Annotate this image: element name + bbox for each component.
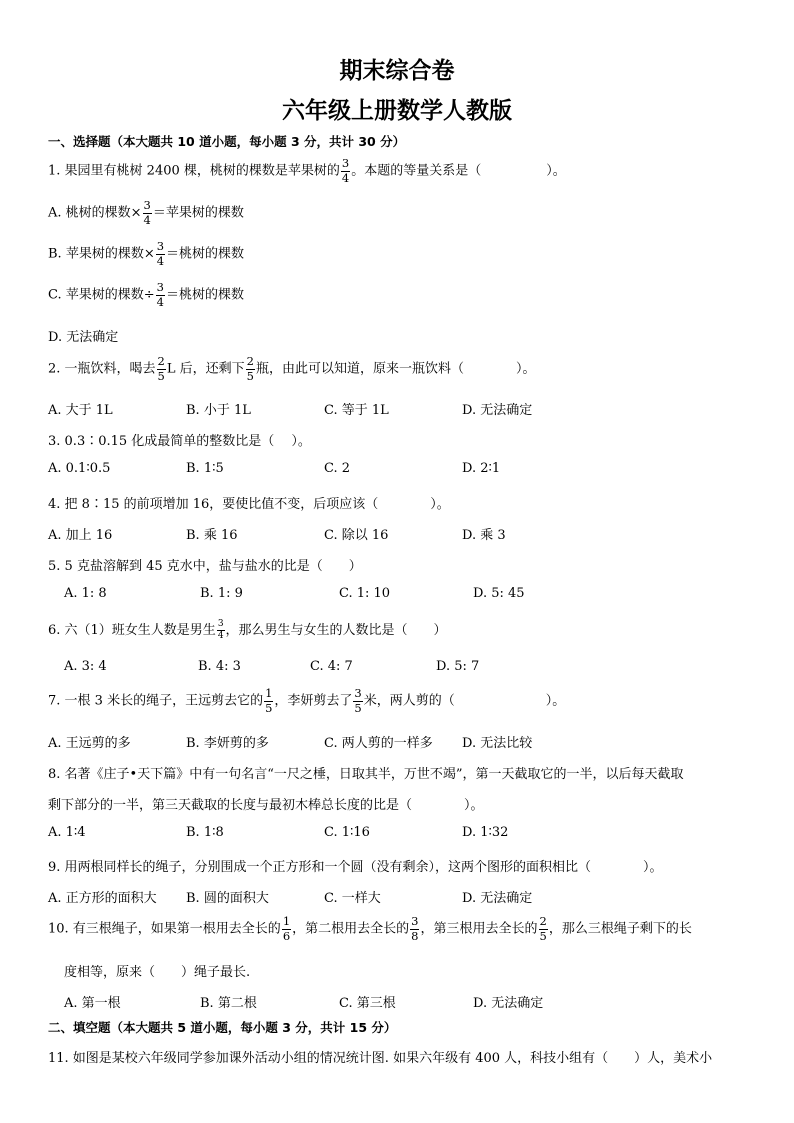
question-10-text: ，第三根用去全长的 <box>420 921 538 937</box>
numerator: 2 <box>539 914 547 928</box>
question-11: 11. 如图是某校六年级同学参加课外活动小组的情况统计图. 如果六年级有 400 人，科技小组有（ ）人，美术小 <box>48 1051 713 1066</box>
question-7-option-d: D. 无法比较 <box>462 736 533 751</box>
denominator: 4 <box>156 294 164 309</box>
question-10-option-d: D. 无法确定 <box>473 996 544 1011</box>
numerator: 2 <box>157 354 165 368</box>
denominator: 5 <box>354 700 362 715</box>
question-2 <box>48 356 535 382</box>
question-7-option-c: C. 两人剪的一样多 <box>324 736 433 751</box>
section-heading-fill-in: 二、填空题（本大题共 5 道小题，每小题 3 分，共计 15 分） <box>48 1020 397 1035</box>
denominator: 4 <box>217 631 224 641</box>
denominator: 4 <box>341 170 350 185</box>
question-7 <box>48 688 565 714</box>
question-1-option-c <box>48 282 244 308</box>
question-8-option-a: A. 1∶4 <box>48 825 86 840</box>
question-10-line-2: 度相等，原来（ ）绳子最长. <box>64 965 251 980</box>
question-10-text: ，第二根用去全长的 <box>292 921 410 937</box>
question-4-option-a: A. 加上 16 <box>48 528 113 543</box>
fraction <box>156 282 165 308</box>
question-9-option-a: A. 正方形的面积大 <box>48 891 157 906</box>
question-10-option-c: C. 第三根 <box>339 996 396 1011</box>
question-2-option-c: C. 等于 1L <box>324 403 389 418</box>
question-1 <box>48 158 566 184</box>
numerator: 3 <box>143 198 151 212</box>
numerator: 2 <box>246 354 254 368</box>
fraction <box>539 916 548 942</box>
denominator: 4 <box>156 253 165 268</box>
question-2-option-b: B. 小于 1L <box>186 403 251 418</box>
question-3-option-d: D. 2∶1 <box>462 461 501 476</box>
option-text: ＝桃树的棵数 <box>166 246 245 262</box>
denominator: 5 <box>265 700 273 715</box>
question-6-tail: ，那么男生与女生的人数比是（ ） <box>225 623 447 638</box>
option-text: B. 苹果树的棵数× <box>48 246 155 262</box>
option-text: A. 桃树的棵数× <box>48 205 142 221</box>
question-8-line-2: 剩下部分的一半，第三天截取的长度与最初木棒总长度的比是（ ）。 <box>48 798 484 813</box>
fraction <box>282 916 291 942</box>
question-5-option-a: A. 1: 8 <box>64 586 107 601</box>
question-6-option-d: D. 5: 7 <box>436 659 480 674</box>
question-3-option-c: C. 2 <box>324 461 351 476</box>
option-text: C. 苹果树的棵数÷ <box>48 287 155 303</box>
numerator: 1 <box>282 914 291 928</box>
question-3: 3. 0.3∶0.15 化成最简单的整数比是（ ）。 <box>48 434 311 449</box>
question-8-option-b: B. 1∶8 <box>186 825 224 840</box>
question-3-option-b: B. 1∶5 <box>186 461 224 476</box>
numerator: 3 <box>411 914 419 928</box>
fraction <box>217 620 225 641</box>
question-6-text: 6. 六（1）班女生人数是男生 <box>48 623 216 638</box>
question-8-line-1: 8. 名著《庄子•天下篇》中有一句名言“一尺之棰，日取其半，万世不竭”，第一天截取它的一半，以后每天截取 <box>48 767 684 782</box>
denominator: 5 <box>246 368 254 383</box>
question-10 <box>48 916 692 942</box>
numerator: 3 <box>156 280 164 294</box>
question-10-tail: ，那么三根绳子剩下的长 <box>548 921 692 937</box>
question-7-option-a: A. 王远剪的多 <box>48 736 131 751</box>
question-4-option-c: C. 除以 16 <box>324 528 389 543</box>
fraction <box>264 688 273 714</box>
fraction <box>246 356 255 382</box>
question-8-option-d: D. 1∶32 <box>462 825 509 840</box>
numerator: 3 <box>354 686 362 700</box>
question-6-option-c: C. 4: 7 <box>310 659 353 674</box>
question-2-text: 2. 一瓶饮料，喝去 <box>48 361 156 377</box>
numerator: 3 <box>217 619 224 629</box>
question-2-tail: 瓶，由此可以知道，原来一瓶饮料（ ）。 <box>255 361 536 377</box>
question-4: 4. 把 8∶15 的前项增加 16，要使比值不变，后项应该（ ）。 <box>48 497 450 512</box>
denominator: 5 <box>539 928 547 943</box>
question-9-option-d: D. 无法确定 <box>462 891 533 906</box>
question-10-option-a: A. 第一根 <box>64 996 121 1011</box>
question-2-option-d: D. 无法确定 <box>462 403 533 418</box>
question-4-option-b: B. 乘 16 <box>186 528 238 543</box>
question-3-option-a: A. 0.1∶0.5 <box>48 461 111 476</box>
denominator: 6 <box>282 928 291 943</box>
question-5-option-c: C. 1: 10 <box>339 586 391 601</box>
question-2-option-a: A. 大于 1L <box>48 403 113 418</box>
fraction <box>341 158 350 184</box>
question-1-option-a <box>48 200 244 226</box>
question-1-tail: 。本题的等量关系是（ ）。 <box>351 163 566 179</box>
question-6-option-a: A. 3: 4 <box>64 659 107 674</box>
question-8-option-c: C. 1∶16 <box>324 825 370 840</box>
question-9-option-b: B. 圆的面积大 <box>186 891 269 906</box>
question-6-option-b: B. 4: 3 <box>198 659 241 674</box>
question-7-text: ，李妍剪去了 <box>274 693 353 709</box>
question-10-text: 10. 有三根绳子，如果第一根用去全长的 <box>48 921 281 937</box>
question-5-option-d: D. 5: 45 <box>473 586 525 601</box>
fraction <box>143 200 152 226</box>
question-5-option-b: B. 1: 9 <box>200 586 243 601</box>
question-7-text: 7. 一根 3 米长的绳子，王远剪去它的 <box>48 693 264 709</box>
fraction <box>353 688 362 714</box>
denominator: 5 <box>157 368 165 383</box>
question-10-option-b: B. 第二根 <box>200 996 257 1011</box>
question-2-text: L 后，还剩下 <box>166 361 245 377</box>
numerator: 1 <box>265 686 273 700</box>
numerator: 3 <box>156 239 165 253</box>
fraction <box>410 916 419 942</box>
question-6 <box>48 619 447 641</box>
fraction <box>156 241 165 267</box>
fraction <box>157 356 166 382</box>
question-4-option-d: D. 乘 3 <box>462 528 506 543</box>
question-1-option-b <box>48 241 244 267</box>
question-7-option-b: B. 李妍剪的多 <box>186 736 269 751</box>
question-7-tail: 米，两人剪的（ ）。 <box>363 693 566 709</box>
option-text: ＝苹果树的棵数 <box>152 205 244 221</box>
option-text: ＝桃树的棵数 <box>165 287 244 303</box>
question-1-text: 1. 果园里有桃树 2400 棵，桃树的棵数是苹果树的 <box>48 163 340 179</box>
page-title: 期末综合卷 <box>339 58 455 84</box>
page-subtitle: 六年级上册数学人教版 <box>282 98 512 124</box>
question-9-option-c: C. 一样大 <box>324 891 381 906</box>
denominator: 8 <box>411 928 419 943</box>
question-1-option-d: D. 无法确定 <box>48 330 119 345</box>
question-5: 5. 5 克盐溶解到 45 克水中，盐与盐水的比是（ ） <box>48 559 362 574</box>
section-heading-choice: 一、选择题（本大题共 10 道小题，每小题 3 分，共计 30 分） <box>48 134 406 149</box>
numerator: 3 <box>341 156 350 170</box>
question-9: 9. 用两根同样长的绳子，分别围成一个正方形和一个圆（没有剩余），这两个图形的面积相比（ ）。 <box>48 860 663 875</box>
denominator: 4 <box>143 212 151 227</box>
